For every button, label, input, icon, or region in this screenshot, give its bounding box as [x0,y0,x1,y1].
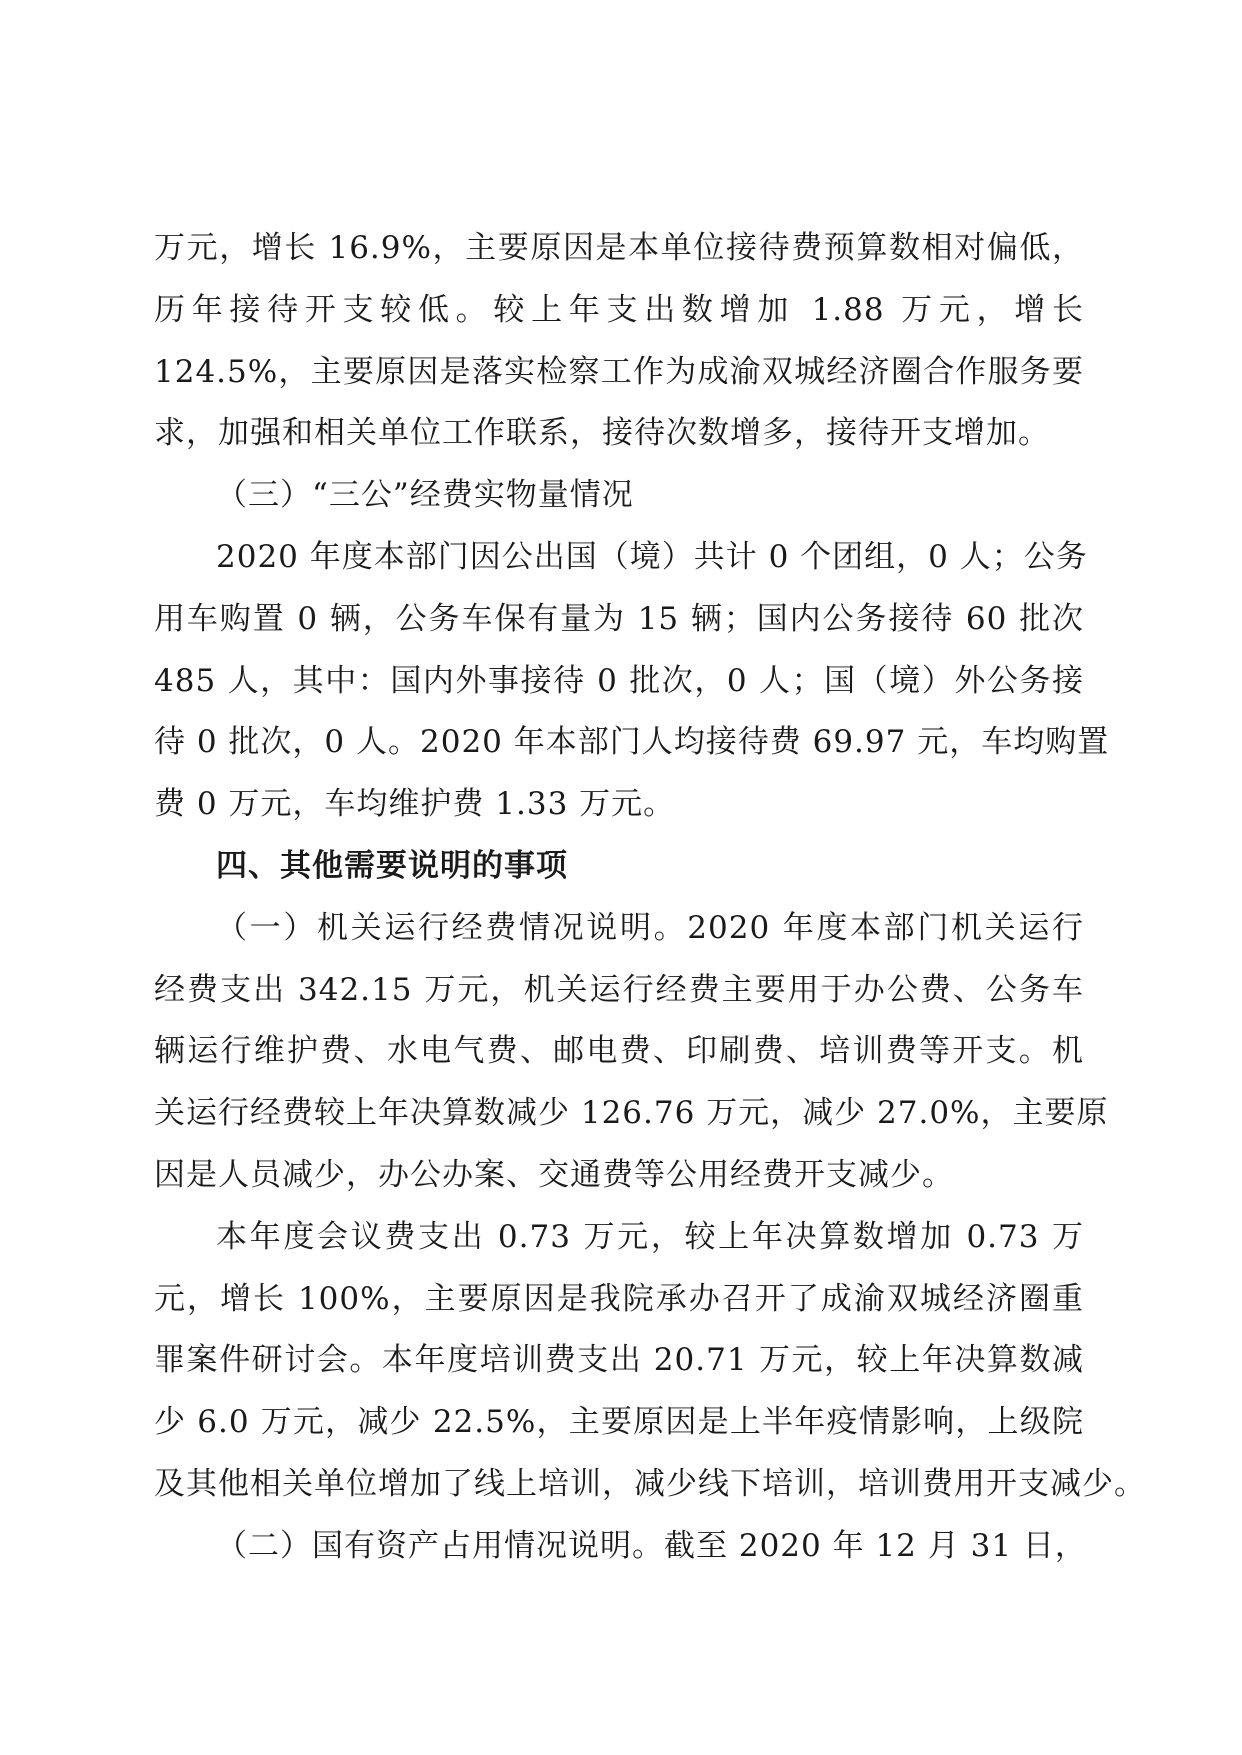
text-line: 用车购置 0 辆，公务车保有量为 15 辆；国内公务接待 60 批次 [154,600,1084,637]
text-line: 经费支出 342.15 万元，机关运行经费主要用于办公费、公务车 [154,971,1084,1008]
text-line: 少 6.0 万元，减少 22.5%，主要原因是上半年疫情影响，上级院 [154,1404,1084,1441]
text-line: 历年接待开支较低。较上年支出数增加 1.88 万元，增长 [154,291,1084,328]
text-line: 元，增长 100%，主要原因是我院承办召开了成渝双城经济圈重 [154,1280,1084,1317]
text-line: 罪案件研讨会。本年度培训费支出 20.71 万元，较上年决算数减 [154,1342,1084,1379]
text-line: 辆运行维护费、水电气费、邮电费、印刷费、培训费等开支。机 [154,1033,1084,1070]
text-line: （二）国有资产占用情况说明。截至 2020 年 12 月 31 日， [216,1527,1087,1564]
text-line: 万元，增长 16.9%，主要原因是本单位接待费预算数相对偏低， [154,230,1084,266]
text-line: 关运行经费较上年决算数减少 126.76 万元，减少 27.0%，主要原 [154,1095,1109,1132]
text-line: 2020 年度本部门因公出国（境）共计 0 个团组，0 人；公务 [216,538,1088,575]
text-line: 因是人员减少，办公办案、交通费等公用经费开支减少。 [154,1156,954,1193]
text-line: 485 人，其中：国内外事接待 0 批次，0 人；国（境）外公务接 [154,662,1084,699]
text-line: 124.5%，主要原因是落实检察工作为成渝双城经济圈合作服务要 [154,353,1084,390]
section-heading: 四、其他需要说明的事项 [216,847,568,884]
text-line: 费 0 万元，车均维护费 1.33 万元。 [154,786,676,823]
subsection-heading: （三）“三公”经费实物量情况 [216,477,634,514]
text-line: 求，加强和相关单位工作联系，接待次数增多，接待开支增加。 [154,415,1050,452]
text-line: （一）机关运行经费情况说明。2020 年度本部门机关运行 [216,909,1084,946]
document-body [154,218,1146,1578]
text-line: 本年度会议费支出 0.73 万元，较上年决算数增加 0.73 万 [216,1218,1084,1255]
text-line: 待 0 批次，0 人。2020 年本部门人均接待费 69.97 元，车均购置 [154,724,1110,761]
text-line: 及其他相关单位增加了线上培训，减少线下培训，培训费用开支减少。 [154,1465,1146,1502]
